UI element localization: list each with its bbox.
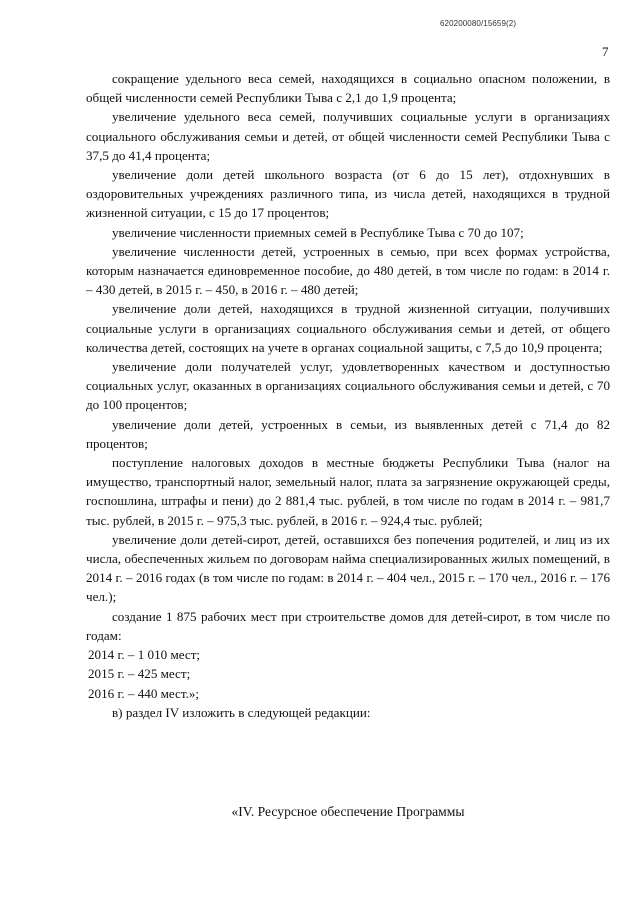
- instruction-line: в) раздел IV изложить в следующей редакции:: [112, 704, 371, 720]
- paragraph: увеличение доли детей, находящихся в трудной жизненной ситуации, получивших социальные услуги в организациях социального обслуживания семьи и детей, от общего количества детей, состоящих на учете в органах социальной защиты, с 7,5 до 10,9 процента;: [86, 301, 610, 355]
- page-number: 7: [602, 44, 609, 59]
- document-body: [86, 69, 610, 722]
- list-item: 2016 г. – 440 мест.»;: [88, 685, 200, 701]
- paragraph: увеличение удельного веса семей, получивших социальные услуги в организациях социального обслуживания семьи и детей, от общей численности семей Республики Тыва с 37,5 до 41,4 процента;: [86, 109, 610, 163]
- list-item: 2014 г. – 1 010 мест;: [88, 647, 201, 663]
- paragraph: увеличение доли получателей услуг, удовлетворенных качеством и доступностью социальных услуг, оказанных в организациях социального обслуживания семьи и детей, с 70 до 100 процентов;: [86, 359, 610, 413]
- paragraph: увеличение доли детей-сирот, детей, оставшихся без попечения родителей, и лиц из их числа, обеспеченных жильем по договорам найма специализированных жилых помещений, в 2014 г. – 2016 годах (в том числе по годам: в 2014 г. – 404 чел., 2015 г. – 170 чел., 2016 г. – 176 чел.);: [86, 531, 610, 605]
- section-heading: «IV. Ресурсное обеспечение Программы: [231, 804, 465, 819]
- paragraph: увеличение численности детей, устроенных в семью, при всех формах устройства, которым назначается единовременное пособие, до 480 детей, в том числе по годам: в 2014 г. – 430 детей, в 2015 г. – 450, в 2016 г. – 480 детей;: [86, 243, 610, 298]
- document-id: 620200080/15659(2): [440, 19, 517, 28]
- years-list: [86, 645, 610, 703]
- paragraph: увеличение доли детей школьного возраста (от 6 до 15 лет), отдохнувших в оздоровительных учреждениях различного типа, из числа детей, находящихся в трудной жизненной ситуации, с 15 до 17 процентов;: [86, 167, 610, 221]
- list-item: 2015 г. – 425 мест;: [88, 666, 191, 682]
- paragraph: увеличение доли детей, устроенных в семьи, из выявленных детей с 71,4 до 82 процентов;: [86, 416, 610, 451]
- paragraph: сокращение удельного веса семей, находящихся в социально опасном положении, в общей численности семей Республики Тыва с 2,1 до 1,9 процента;: [86, 71, 610, 106]
- paragraph: создание 1 875 рабочих мест при строительстве домов для детей-сирот, в том числе по годам:: [86, 608, 610, 643]
- paragraph: увеличение численности приемных семей в Республике Тыва с 70 до 107;: [112, 224, 524, 240]
- paragraph: поступление налоговых доходов в местные бюджеты Республики Тыва (налог на имущество, транспортный налог, земельный налог, плата за загрязнение окружающей среды, госпошлина, штрафы и пени) до 2 881,4 тыс. рублей, в том числе по годам в 2014 г. – 981,7 тыс. рублей, в 2015 г. – 975,3 тыс. рублей, в 2016 г. – 924,4 тыс. рублей;: [86, 455, 610, 528]
